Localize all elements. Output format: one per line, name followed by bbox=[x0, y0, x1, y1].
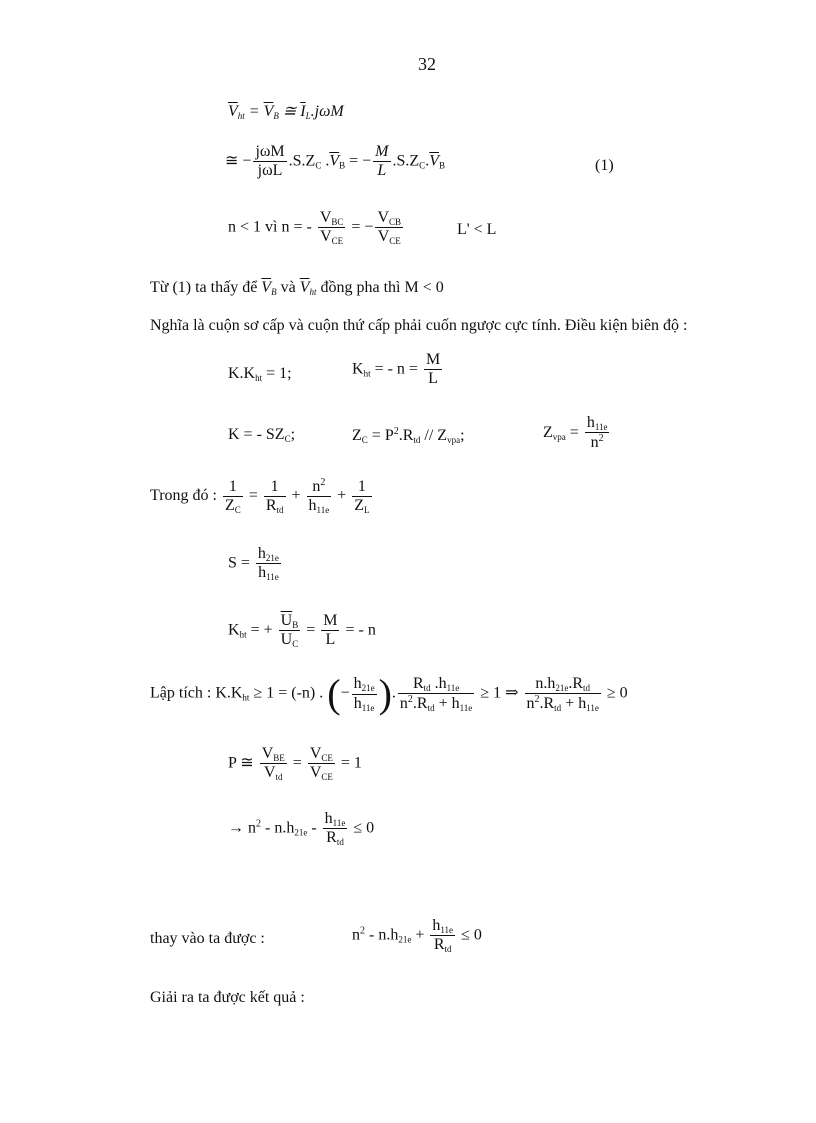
paragraph-solve: Giải ra ta được kết quả : bbox=[150, 989, 305, 1006]
equation-arrow: → $n^2 - n.h_{21e}$ - $\frac{h_{11e}}{R_{td}}$ ≤ 0 bbox=[228, 810, 375, 848]
equation-vht: $\overline{V}_{ht} = \overline{V}_B$ ≅ $\overline{I}_L.j\omega M$ bbox=[228, 103, 344, 121]
equation-p: P ≅ $\frac{V_{BE}}{V_{td}}$ = $\frac{V_{CE}}{V_{CE}}$ = 1 bbox=[228, 745, 362, 783]
equation-zc: $Z_C = P^2.R_{td} // Z_{vpa}$; bbox=[352, 426, 465, 445]
equation-kht-u: $K_{ht}$ = + $\frac{\overline{U}_B}{\overline{U}_C}$ = $\frac{M}{L}$ = - n bbox=[228, 612, 376, 650]
equation-1: ≅ − $\frac{\text{jωM}}{\text{jωL}}$ $.S.Z_C$ $.\overline{V}_B$ = − $\frac{M}{L}$ $.S.Z_C.\overline{V}_B$ bbox=[225, 143, 445, 180]
equation-number: (1) bbox=[595, 157, 614, 174]
equation-k: K = - $SZ_C$; bbox=[228, 426, 296, 444]
equation-substitute: $n^2 - n.h_{21e}$ + $\frac{h_{11e}}{R_{td}}$ ≤ 0 bbox=[352, 917, 482, 955]
paragraph-substitute: thay vào ta được : bbox=[150, 930, 265, 947]
equation-s: S = $\frac{h_{21e}}{h_{11e}}$ bbox=[228, 545, 279, 583]
paragraph-meaning: Nghĩa là cuộn sơ cấp và cuộn thứ cấp phải cuốn ngược cực tính. Điều kiện biên độ : bbox=[150, 317, 688, 334]
equation-kkht: $K.K_{ht} = 1$; bbox=[228, 365, 292, 383]
equation-kht: $K_{ht}$ = - n = $\frac{M}{L}$ bbox=[352, 351, 441, 388]
page-number: 32 bbox=[418, 54, 436, 74]
equation-n-condition: n < 1 vì n = - $\frac{V_{BC}}{V_{CE}}$ = − $\frac{V_{CB}}{V_{CE}}$ bbox=[228, 209, 402, 247]
equation-L-condition: L' < L bbox=[457, 221, 497, 238]
paragraph-phase: Từ (1) ta thấy để $\overline{V}_B$ và $\overline{V}_{ht}$ đồng pha thì M < 0 bbox=[150, 279, 444, 297]
equation-product: Lập tích : $K.K_{ht} \ge 1 = (-n)$ . (− $\frac{h_{21e}}{h_{11e}}$ ). $\frac{R_{td} .h_{11e}}{n^2.R_{td} + h_{11e}}$ ≥ 1 ⇒ $\frac{n.h_{21e}.R_{td}}{n^2.R_{td} + h_{11e}}$ ≥ 0 bbox=[150, 671, 628, 716]
equation-zvpa: $Z_{vpa}$ = $\frac{h_{11e}}{n^2}$ bbox=[543, 414, 608, 452]
equation-where: Trong đó : $\frac{1}{Z_C}$ = $\frac{1}{R_{td}}$ + $\frac{n^2}{h_{11e}}$ + $\frac{1}{Z_L}$ bbox=[150, 477, 370, 516]
